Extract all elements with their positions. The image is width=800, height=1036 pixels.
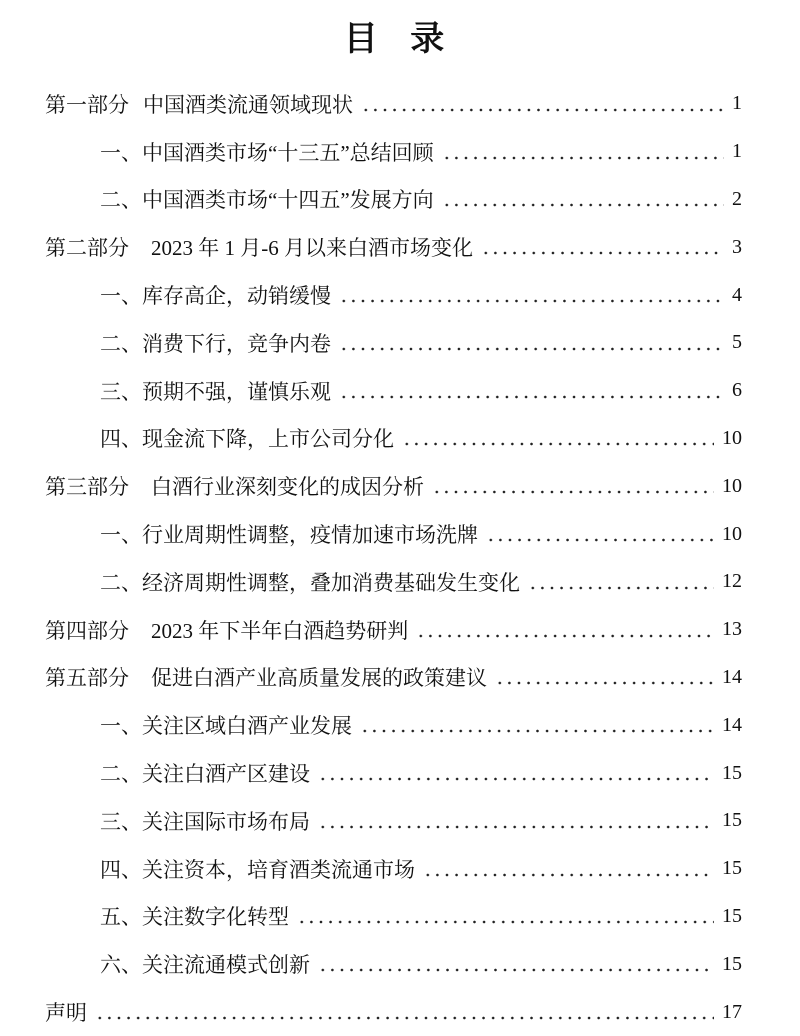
toc-sub-entry <box>0 176 800 224</box>
toc-sub-entry <box>0 845 800 893</box>
page-number: 10 <box>722 426 742 449</box>
sub-title: 二、关注白酒产区建设 <box>100 762 310 787</box>
toc-sub-entry <box>0 271 800 319</box>
leader-dots <box>318 825 714 829</box>
toc-sub-entry <box>0 510 800 558</box>
toc-part-entry <box>0 606 800 654</box>
part-label: 第二部分 <box>45 236 129 261</box>
sub-title: 二、经济周期性调整，叠加消费基础发生变化 <box>100 570 520 595</box>
leader-dots <box>528 586 714 590</box>
sub-title: 二、消费下行，竞争内卷 <box>100 331 331 356</box>
toc-list <box>0 80 800 1036</box>
page-number: 15 <box>722 809 742 832</box>
part-title: 中国酒类流通领域现状 <box>143 92 353 117</box>
part-title: 2023 年下半年白酒趋势研判 <box>151 618 409 643</box>
page-number: 2 <box>732 187 742 210</box>
leader-dots <box>495 681 714 685</box>
toc-sub-entry <box>0 415 800 463</box>
part-label: 第四部分 <box>45 618 129 643</box>
toc-part-entry <box>0 462 800 510</box>
leader-dots <box>402 442 714 446</box>
part-label: 第五部分 <box>45 666 129 691</box>
part-title: 白酒行业深刻变化的成因分析 <box>151 475 424 500</box>
part-title: 声明 <box>45 1001 87 1026</box>
page-number: 10 <box>722 474 742 497</box>
sub-title: 二、中国酒类市场“十四五”发展方向 <box>100 188 434 213</box>
sub-title: 一、库存高企，动销缓慢 <box>100 284 331 309</box>
page-number: 15 <box>722 761 742 784</box>
leader-dots <box>481 251 724 255</box>
leader-dots <box>297 920 714 924</box>
sub-title: 六、关注流通模式创新 <box>100 953 310 978</box>
page-number: 17 <box>722 1000 742 1023</box>
page-number: 14 <box>722 713 742 736</box>
sub-title: 一、关注区域白酒产业发展 <box>100 714 352 739</box>
page-number: 15 <box>722 952 742 975</box>
leader-dots <box>339 395 724 399</box>
leader-dots <box>95 1016 714 1020</box>
toc-part-entry <box>0 988 800 1036</box>
page-number: 5 <box>732 331 742 354</box>
page-number: 15 <box>722 857 742 880</box>
toc-title: 目 录 <box>343 21 457 58</box>
sub-title: 三、关注国际市场布局 <box>100 809 310 834</box>
leader-dots <box>432 490 714 494</box>
leader-dots <box>423 873 714 877</box>
leader-dots <box>318 968 714 972</box>
sub-title: 一、中国酒类市场“十三五”总结回顾 <box>100 140 434 165</box>
page-number: 6 <box>732 379 742 402</box>
leader-dots <box>339 347 724 351</box>
sub-title: 四、现金流下降，上市公司分化 <box>100 427 394 452</box>
toc-sub-entry <box>0 797 800 845</box>
page-number: 14 <box>722 665 742 688</box>
toc-sub-entry <box>0 701 800 749</box>
leader-dots <box>360 729 714 733</box>
leader-dots <box>318 777 714 781</box>
leader-dots <box>442 203 724 207</box>
toc-sub-entry <box>0 319 800 367</box>
page-number: 1 <box>732 140 742 163</box>
toc-part-entry <box>0 80 800 128</box>
leader-dots <box>361 108 724 112</box>
leader-dots <box>442 156 724 160</box>
part-label: 第一部分 <box>45 92 129 117</box>
sub-title: 一、行业周期性调整，疫情加速市场洗牌 <box>100 523 478 548</box>
part-title: 2023 年 1 月-6 月以来白酒市场变化 <box>151 236 473 261</box>
leader-dots <box>486 538 714 542</box>
page-number: 13 <box>722 618 742 641</box>
toc-part-entry <box>0 223 800 271</box>
sub-title: 三、预期不强，谨慎乐观 <box>100 379 331 404</box>
toc-sub-entry <box>0 558 800 606</box>
toc-sub-entry <box>0 893 800 941</box>
page-number: 12 <box>722 570 742 593</box>
toc-part-entry <box>0 654 800 702</box>
toc-sub-entry <box>0 749 800 797</box>
page-number: 15 <box>722 904 742 927</box>
toc-sub-entry <box>0 128 800 176</box>
part-title: 促进白酒产业高质量发展的政策建议 <box>151 666 487 691</box>
page-number: 10 <box>722 522 742 545</box>
page-number: 4 <box>732 283 742 306</box>
sub-title: 四、关注资本，培育酒类流通市场 <box>100 857 415 882</box>
toc-sub-entry <box>0 367 800 415</box>
page-number: 1 <box>732 92 742 115</box>
sub-title: 五、关注数字化转型 <box>100 905 289 930</box>
leader-dots <box>416 634 714 638</box>
part-label: 第三部分 <box>45 475 129 500</box>
toc-sub-entry <box>0 940 800 988</box>
leader-dots <box>339 299 724 303</box>
page-number: 3 <box>732 235 742 258</box>
